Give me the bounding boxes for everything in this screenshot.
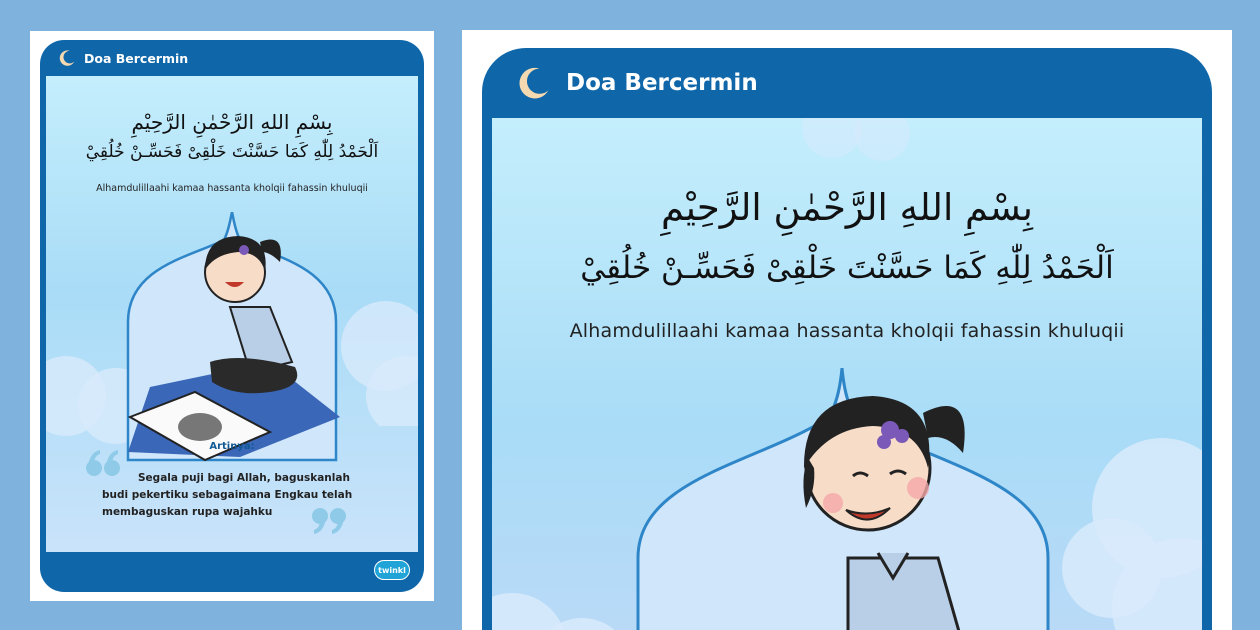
meaning-line: membaguskan rupa wajahku <box>102 506 273 518</box>
girl-mirror-illustration <box>120 212 344 462</box>
transliteration-text: Alhamdulillaahi kamaa hassanta kholqii fahassin khuluqii <box>96 183 368 194</box>
poster-header <box>40 40 424 76</box>
meaning-line: budi pekertiku sebagaimana Engkau telah <box>102 489 353 501</box>
poster-content-panel <box>46 76 418 552</box>
arabic-prayer: اَلْحَمْدُ لِلّٰهِ كَمَا حَسَّنْتَ خَلْقِىْ فَحَسِّـنْ خُلُقِيْ <box>85 142 379 162</box>
meaning-line: Segala puji bagi Allah, baguskanlah <box>138 472 350 484</box>
meaning-heading: Artinya: <box>209 441 255 452</box>
crescent-moon-icon <box>516 65 552 101</box>
poster-title: Doa Bercermin <box>566 70 758 96</box>
poster-frame <box>482 48 1212 630</box>
poster-title: Doa Bercermin <box>84 50 189 66</box>
arabic-prayer: اَلْحَمْدُ لِلّٰهِ كَمَا حَسَّنْتَ خَلْقِىْ فَحَسِّـنْ خُلُقِيْ <box>580 250 1114 286</box>
transliteration-text: Alhamdulillaahi kamaa hassanta kholqii fahassin khuluqii <box>569 320 1125 342</box>
twinkl-logo: twinkl <box>374 560 410 580</box>
crescent-moon-icon <box>58 49 76 67</box>
poster-content-panel <box>492 118 1202 630</box>
girl-mirror-illustration <box>628 368 1078 630</box>
poster-header <box>482 48 1212 118</box>
arabic-basmala: بِسْمِ اللهِ الرَّحْمٰنِ الرَّحِيْمِ <box>131 110 333 134</box>
poster-thumbnail[interactable] <box>30 31 434 601</box>
close-quote-icon <box>308 504 348 538</box>
cloud-decoration <box>792 118 932 178</box>
poster-frame <box>40 40 424 592</box>
poster-preview <box>462 30 1232 630</box>
poster-footer <box>40 552 424 592</box>
arabic-basmala: بِسْمِ اللهِ الرَّحْمٰنِ الرَّحِيْمِ <box>661 186 1033 229</box>
